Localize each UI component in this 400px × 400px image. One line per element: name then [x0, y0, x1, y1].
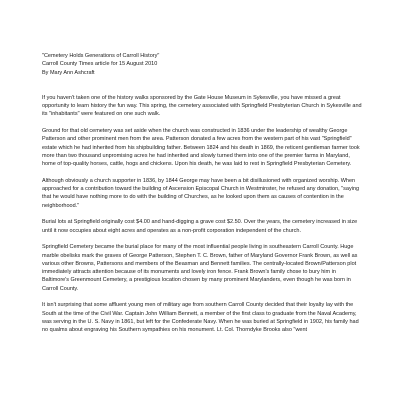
paragraph-patterson-church: Although obviously a church supporter in 1836, by 1844 George may have been a bit disillusioned with organized worship. When approached for a contribution toward the building of Ascension Episcopal Church in Westminster, he refused any donation, "saying that he would have nothing more to do with the building of Churches, as he looked upon them as causes of contention in the neighborhood." [42, 177, 360, 209]
article-byline: By Mary Ann Ashcraft [42, 69, 95, 76]
article-source: Carroll County Times article for 15 August 2010 [42, 61, 158, 68]
article-header [42, 52, 364, 77]
article-body [42, 52, 364, 343]
paragraph-burial-lots: Burial lots at Springfield originally cost $4.00 and hand-digging a grave cost $2.50. Over the years, the cemetery increased in size until it now occupies about eight acres and operates as a non-profit corporation independent of the church. [42, 219, 358, 234]
paragraph-civil-war: It isn't surprising that some affluent young men of military age from southern Carroll County decided that their loyalty lay with the South at the time of the Civil War. Captain John William Bennett, a member of the first class to graduate from the Naval Academy, was serving in the U. S. Navy in 1861, but left for the Confederate Navy. When he was buried at Springfield in 1902, his family had no qualms about engraving his Southern sympathies on his monument. Lt. Col. Thorndyke Brooks also "went [42, 302, 359, 334]
paragraph-intro: If you haven't taken one of the history walks sponsored by the Gate House Museum in Sykesville, you have missed a great opportunity to learn history the fun way. This spring, the cemetery associated with Springfield Presbyterian Church in Sykesville and its "inhabitants" were featured on one such walk. [42, 94, 362, 118]
paragraph-burial-place: Springfield Cemetery became the burial place for many of the most influential people living in southeastern Carroll County. Huge marble obelisks mark the graves of George Patterson, Stephen T. C. Brown, father of Maryland Governor Frank Brown, as well as various other Browns, Pattersons and members of the Beasman and Bennett families. The centrally-located Brown/Patterson plot immediately attracts attention because of its monuments and lovely iron fence. Frank Brown's family chose to bury him in Baltimore's Greenmount Cemetery, a prestigious location chosen by many prominent Marylanders, even though he was born in Carroll County. [42, 244, 358, 292]
article-title: "Cemetery Holds Generations of Carroll History" [42, 53, 160, 59]
paragraph-cemetery-origins: Ground for that old cemetery was set aside when the church was constructed in 1836 under the leadership of wealthy George Patterson and other prominent men from the area. Patterson donated a few acres from the western part of his vast "Springfield" estate which he had inherited from his shipbuilding father. Between 1824 and his death in 1869, the reticent gentleman farmer took more than two thousand unpromising acres he had inherited and slowly turned them into one of the premier farms in Maryland, home of top-quality horses, cattle, hogs and chickens. Upon his death, he was laid to rest in Springfield Presbyterian Cemetery. [42, 128, 360, 168]
